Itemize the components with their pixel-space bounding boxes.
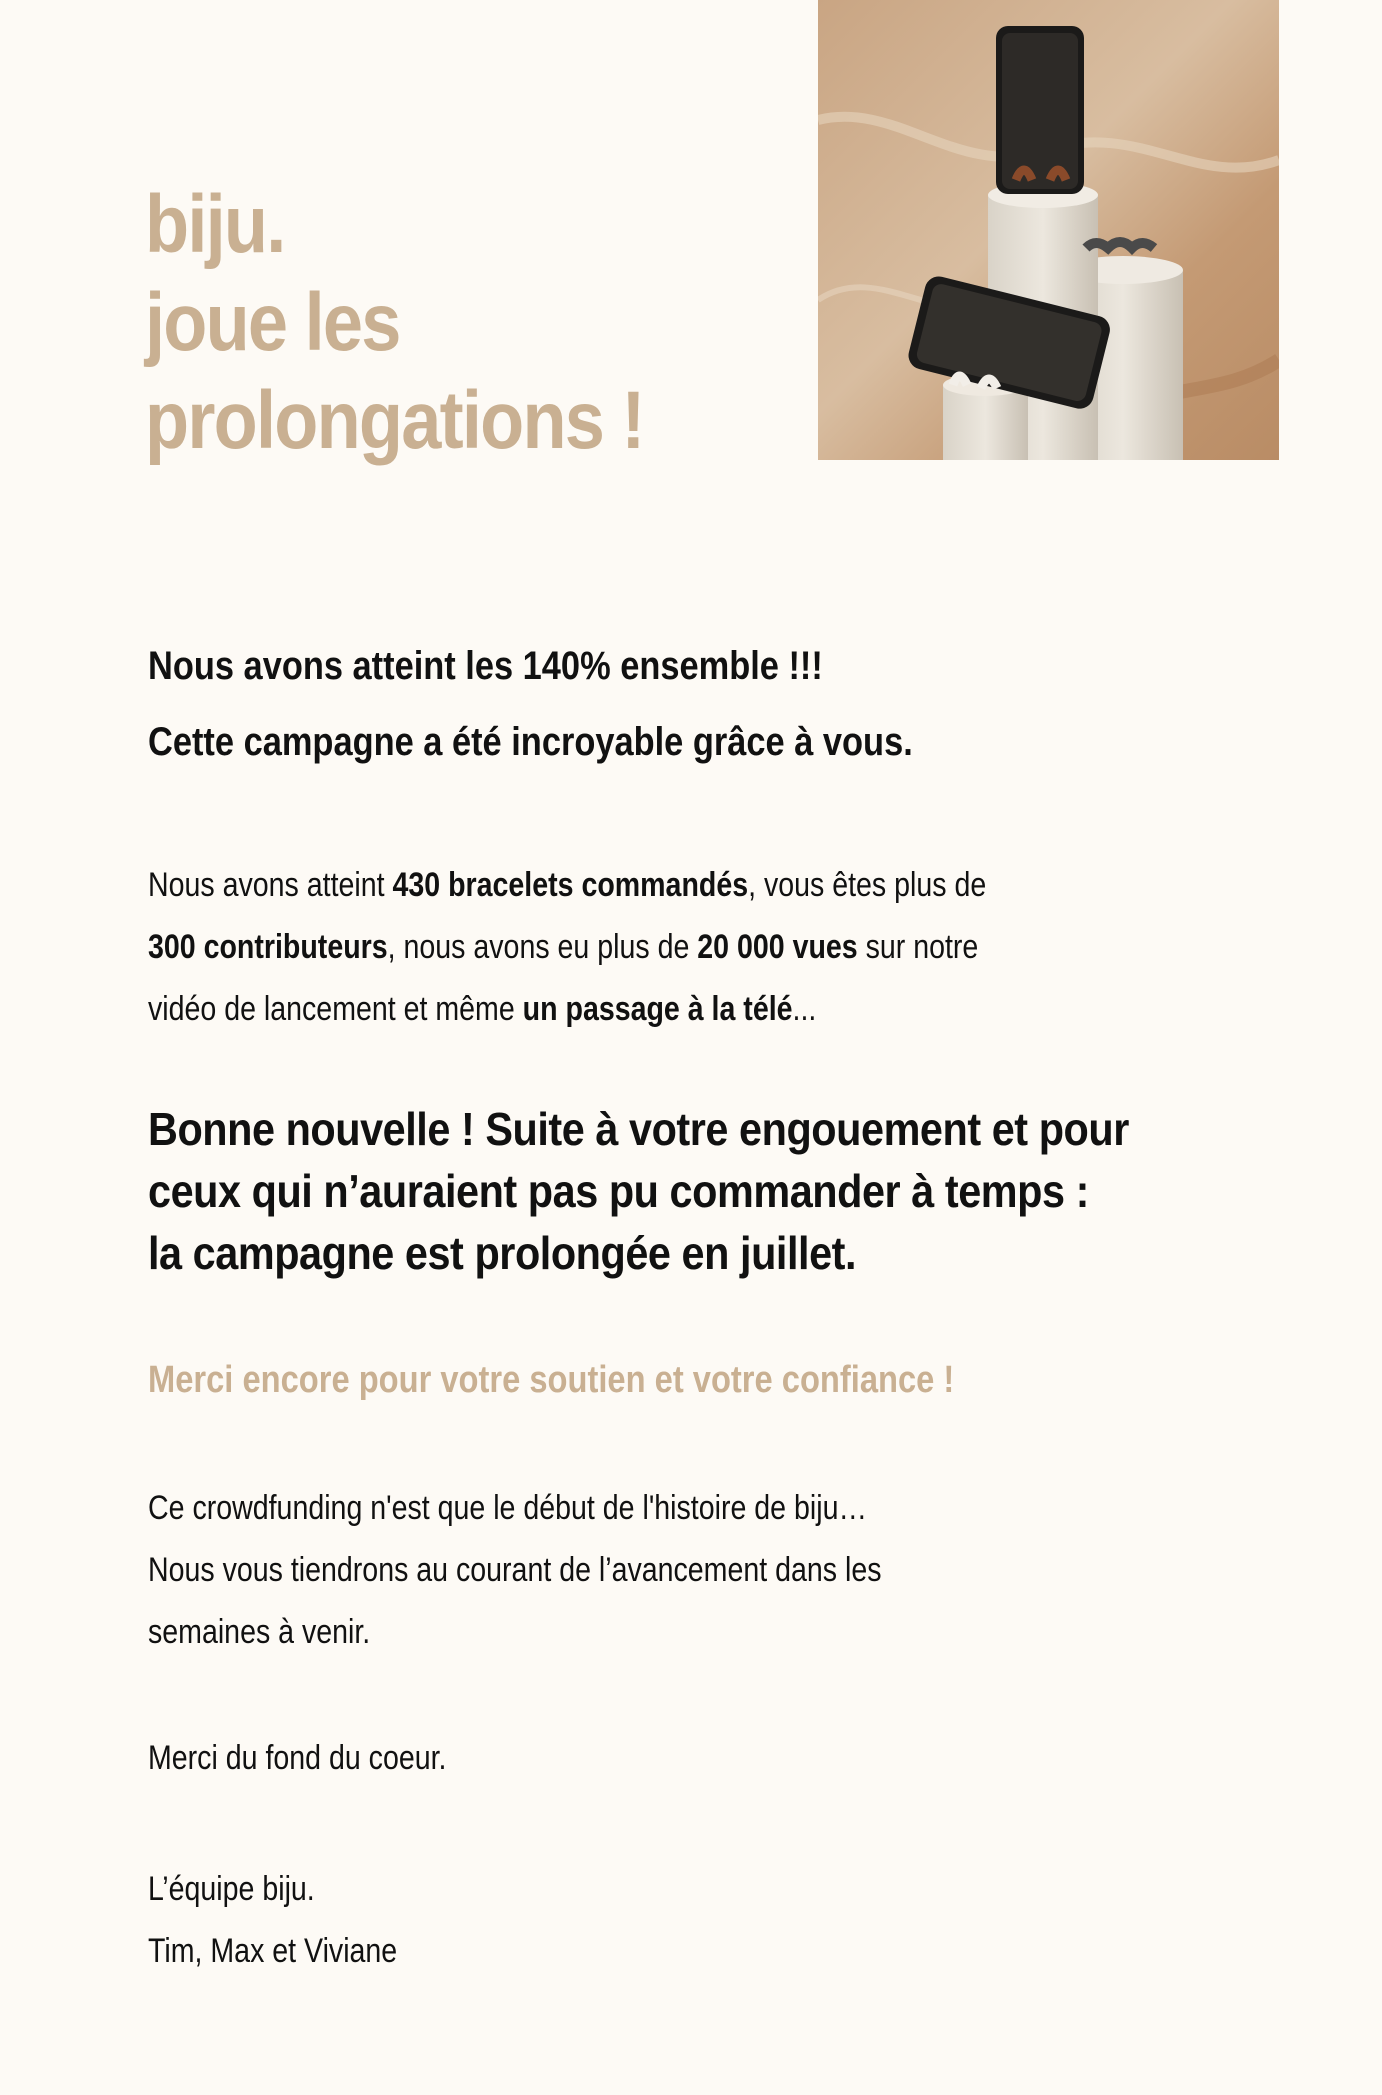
story-line-3: semaines à venir.	[148, 1613, 371, 1651]
stats-contributors: 300 contributeurs	[148, 928, 388, 966]
thanks-heading: Merci encore pour votre soutien et votre confiance !	[148, 1359, 955, 1401]
stats-text: ...	[792, 990, 817, 1028]
story-line-2: Nous vous tiendrons au courant de l’avancement dans les	[148, 1551, 882, 1589]
stats-text: , vous êtes plus de	[748, 866, 987, 904]
lead-line-2: Cette campagne a été incroyable grâce à vous.	[148, 720, 913, 764]
stats-paragraph	[148, 854, 986, 1040]
closing-thanks: Merci du fond du coeur.	[148, 1739, 447, 1777]
stats-line-3	[148, 978, 986, 1040]
hero-title	[145, 176, 644, 470]
hero-title-line-1: biju.	[145, 179, 285, 270]
signature-team: L’équipe biju.	[148, 1870, 315, 1908]
announcement-line-3: la campagne est prolongée en juillet.	[148, 1227, 857, 1279]
announcement-line-2: ceux qui n’auraient pas pu commander à temps :	[148, 1165, 1089, 1217]
signature-names: Tim, Max et Viviane	[148, 1932, 398, 1970]
stats-text: vidéo de lancement et même	[148, 990, 523, 1028]
announcement-line-1: Bonne nouvelle ! Suite à votre engouement et pour	[148, 1103, 1129, 1155]
lead-message	[148, 628, 913, 780]
stats-tv: un passage à la télé	[522, 990, 793, 1028]
stats-views: 20 000 vues	[697, 928, 858, 966]
signature	[148, 1858, 397, 1982]
stats-line-1	[148, 854, 986, 916]
stats-bracelets: 430 bracelets commandés	[392, 866, 749, 904]
story-paragraph	[148, 1477, 881, 1663]
stats-text: , nous avons eu plus de	[387, 928, 698, 966]
hero-title-line-3: prolongations !	[145, 375, 644, 466]
product-photo	[818, 0, 1279, 460]
story-line-1: Ce crowdfunding n'est que le début de l'histoire de biju…	[148, 1489, 868, 1527]
stats-line-2	[148, 916, 986, 978]
stats-text: sur notre	[857, 928, 979, 966]
stats-text: Nous avons atteint	[148, 866, 393, 904]
lead-line-1: Nous avons atteint les 140% ensemble !!!	[148, 644, 823, 688]
announcement	[148, 1098, 1129, 1284]
hero-title-line-2: joue les	[145, 277, 400, 368]
